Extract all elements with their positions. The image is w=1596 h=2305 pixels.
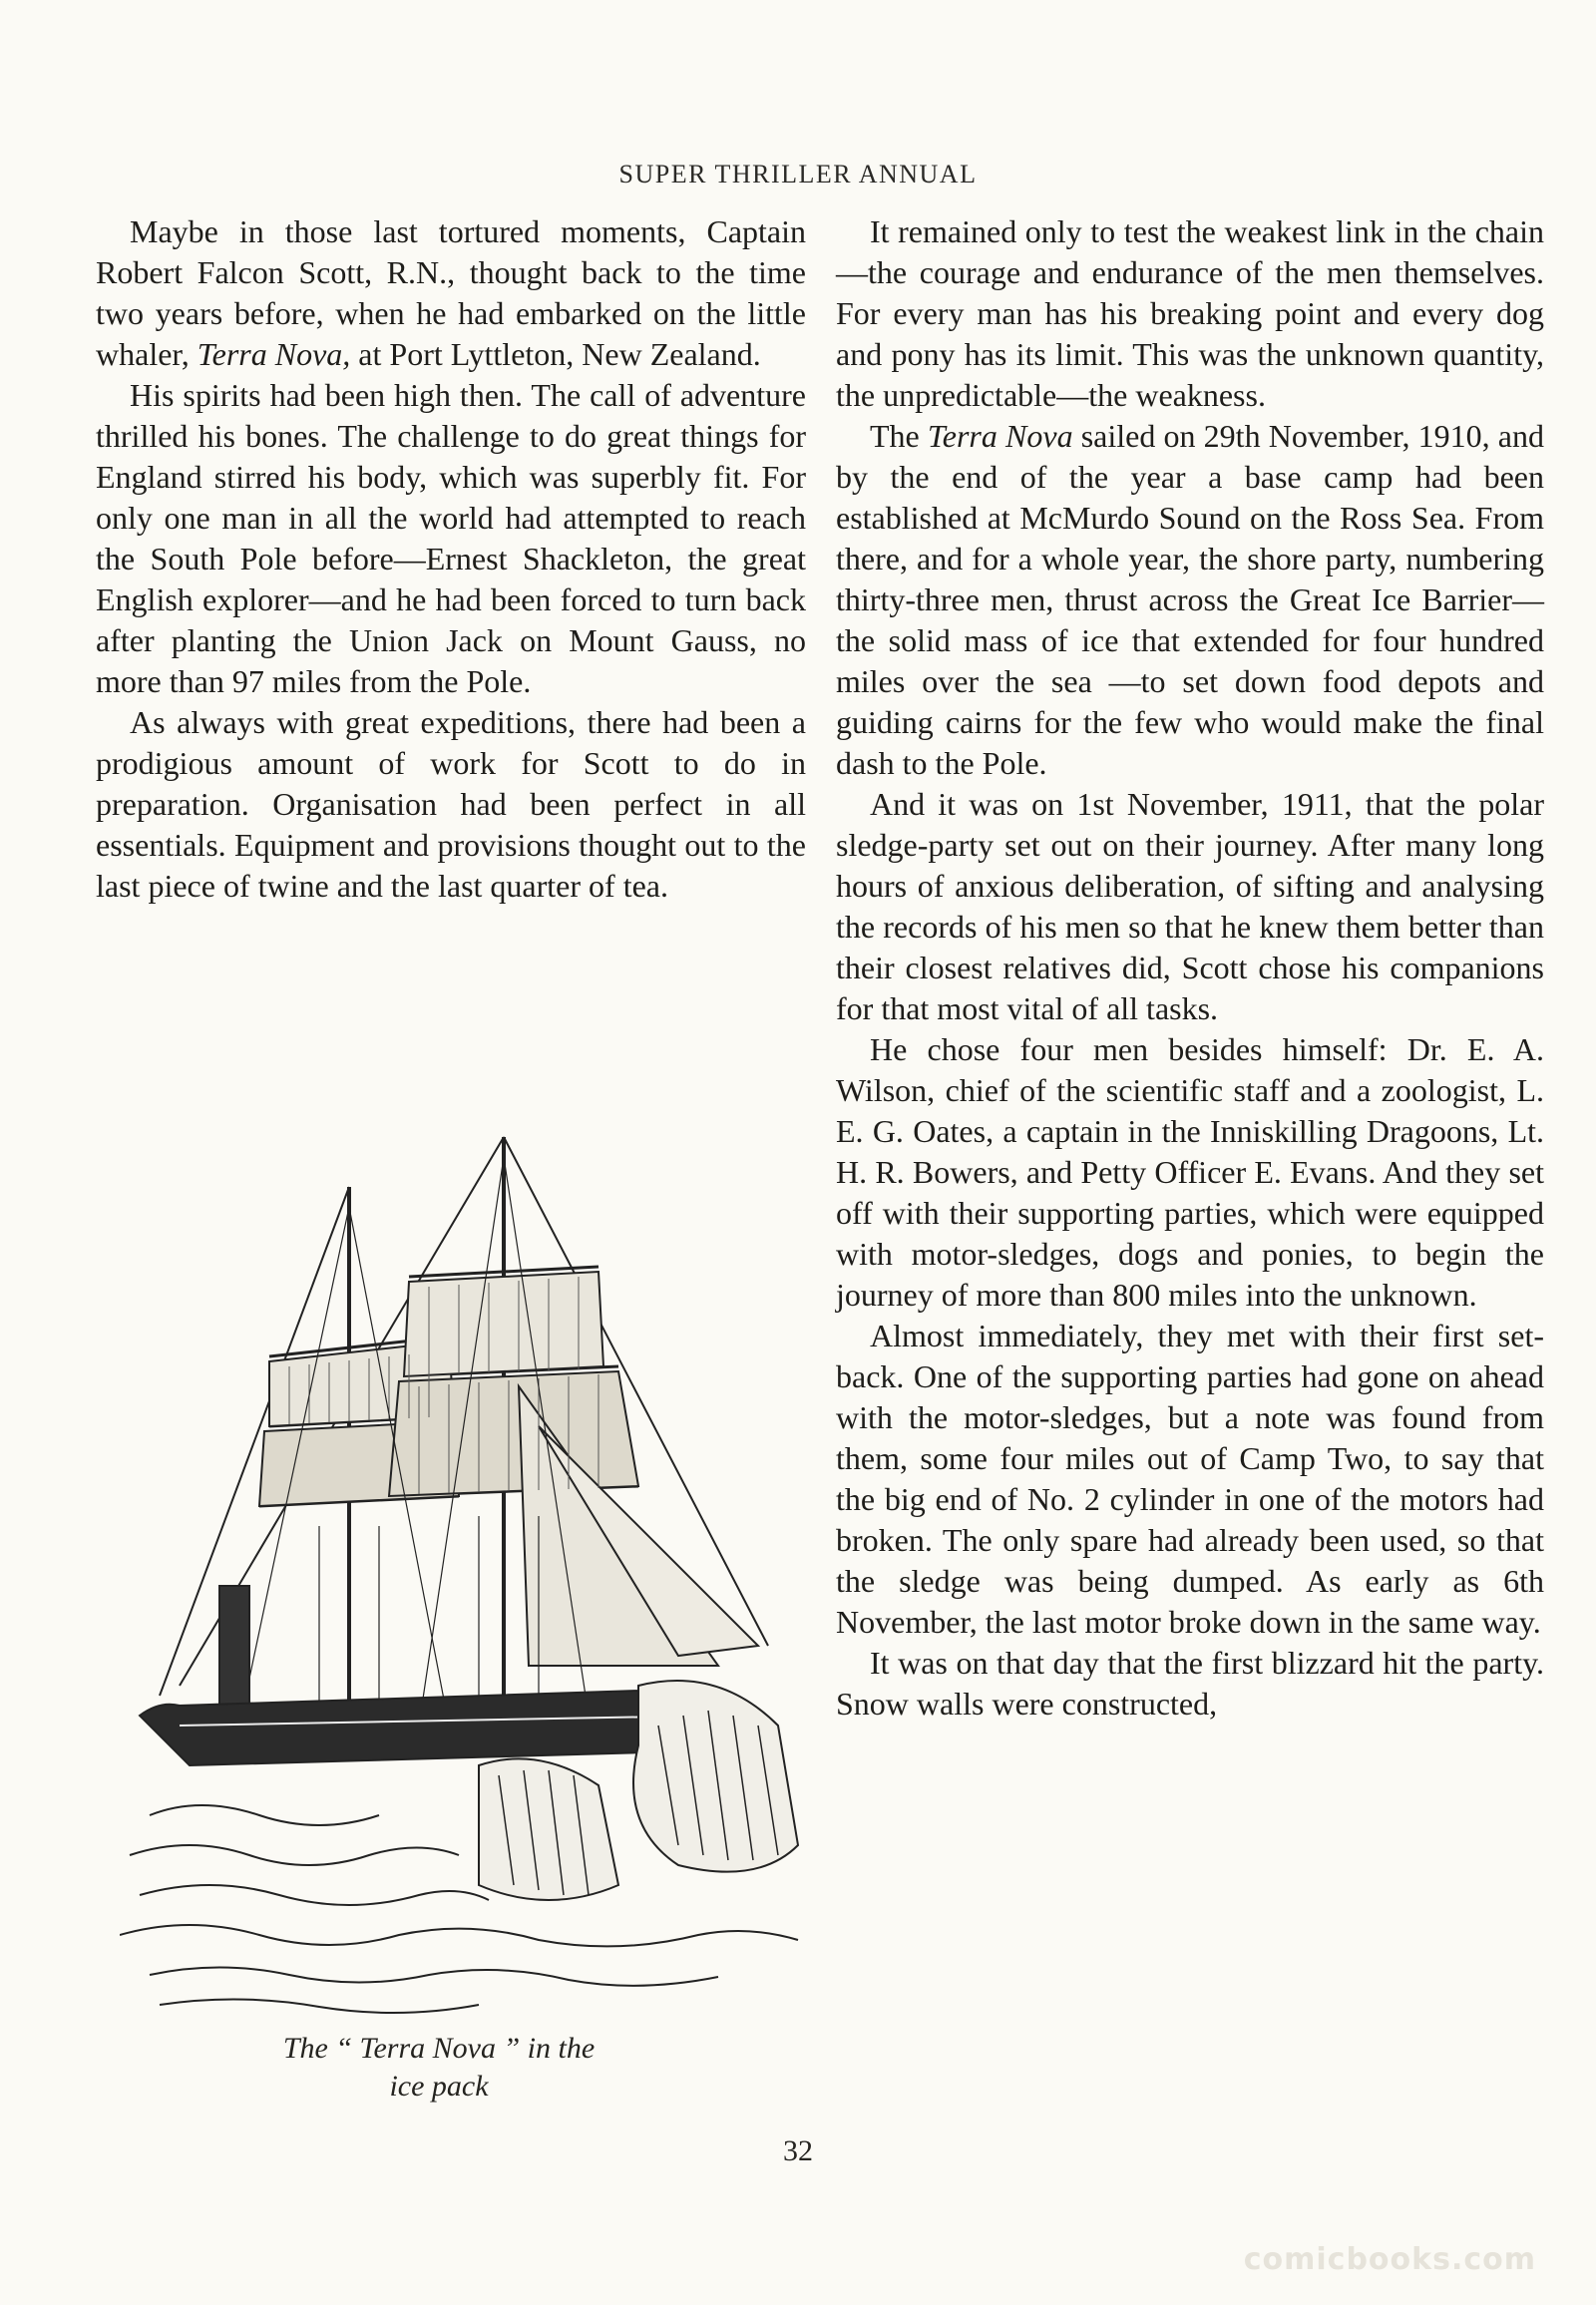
paragraph <box>836 416 1544 784</box>
right-column <box>836 211 1544 1725</box>
left-column <box>96 211 806 907</box>
ship-name: Terra Nova <box>927 418 1073 454</box>
paragraph-text: at Port Lyttleton, New Zealand. <box>350 336 761 372</box>
caption-line: ice pack <box>389 2070 489 2103</box>
paragraph-text: The <box>870 418 928 454</box>
running-head: SUPER THRILLER ANNUAL <box>618 160 978 189</box>
paragraph: It remained only to test the weakest link in the chain—the courage and endurance of the men themselves. For every man has his breaking point and every dog and pony has its limit. This was the unknown quantity, the unpredictable—the weakness. <box>836 213 1544 413</box>
paragraph: And it was on 1st November, 1911, that the polar sledge-party set out on their journey. After many long hours of anxious deliberation, of sifting and analysing the records of his men so that he knew them better than their closest relatives did, Scott chose his companions for that most vital of all tasks. <box>836 786 1544 1026</box>
paragraph: His spirits had been high then. The call of adventure thrilled his bones. The challenge to do great things for England stirred his body, which was superbly fit. For only one man in all the world had attempted to reach the South Pole before—Ernest Shackleton, the great English explorer—and he had been forced to turn back after planting the Union Jack on Mount Gauss, no more than 97 miles from the Pole. <box>96 377 806 699</box>
paragraph: As always with great expeditions, there had been a prodigious amount of work for Scott to do in preparation. Organisation had been perfect in all essentials. Equipment and provisions thought out to the last piece of twine and the last quarter of tea. <box>96 704 806 904</box>
page-number: 32 <box>783 2134 813 2167</box>
paragraph: It was on that day that the first blizzard hit the party. Snow walls were constructed, <box>836 1645 1544 1722</box>
ship-name: Terra Nova, <box>197 336 351 372</box>
caption-line: The “ Terra Nova ” in the <box>282 2032 596 2065</box>
paragraph: He chose four men besides himself: Dr. E. A. Wilson, chief of the scientific staff and a zoologist, L. E. G. Oates, a captain in the Inniskilling Dragoons, Lt. H. R. Bowers, and Petty Officer E. Evans. And they set off with their supporting parties, which were equipped with motor-sledges, dogs and ponies, to begin the journey of more than 800 miles into the unknown. <box>836 1031 1544 1313</box>
paragraph <box>96 211 806 375</box>
paragraph-text: Maybe in those last tortured moments, Captain Robert Falcon Scott, R.N., thought back to the time two years before, when he had embarked on the little whaler, <box>96 213 806 372</box>
watermark: comicbooks.com <box>1243 2242 1536 2277</box>
paragraph: Almost immediately, they met with their first set-back. One of the supporting parties had gone on ahead with the motor-sledges, but a note was found from them, some four miles out of Camp Two, to say that the big end of No. 2 cylinder in one of the motors had broken. The only spare had already been used, so that the sledge was being dumped. As early as 6th November, the last motor broke down in the same way. <box>836 1318 1544 1640</box>
sailing-ship-illustration <box>120 1127 808 2025</box>
paragraph-text: sailed on 29th November, 1910, and by the end of the year a base camp had been established at McMurdo Sound on the Ross Sea. From there, and for a whole year, the shore party, numbering thirty-three men, thrust across the Great Ice Barrier—the solid mass of ice that extended for four hundred miles over the sea —to set down food depots and guiding cairns for the few who would make the final dash to the Pole. <box>836 418 1545 781</box>
illustration-caption <box>180 2030 698 2106</box>
